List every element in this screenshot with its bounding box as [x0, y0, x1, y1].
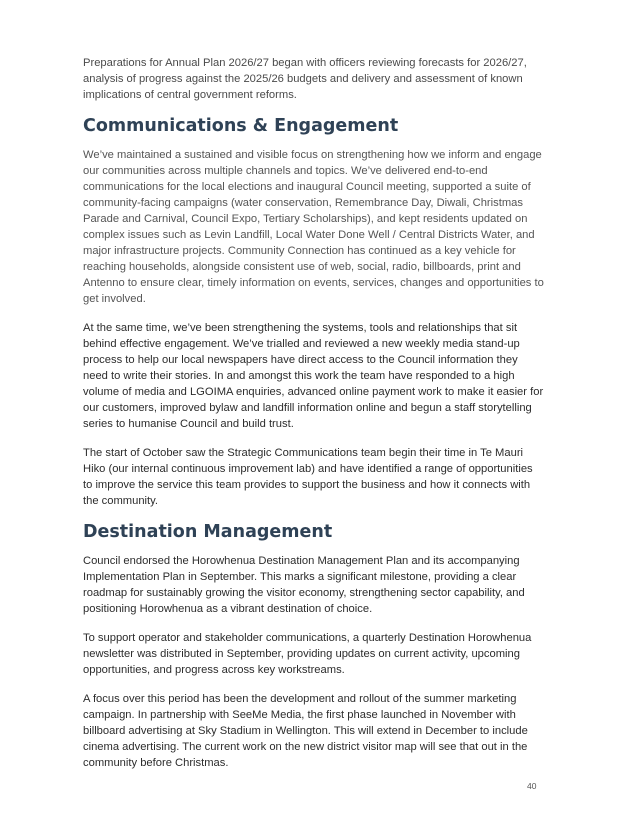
destination-paragraph-2: To support operator and stakeholder communications, a quarterly Destination Horowhenua newsletter was distributed in September, providing updates on current activity, upcoming opportunities, and progress across key workstreams.: [83, 632, 532, 676]
destination-paragraph-3: A focus over this period has been the development and rollout of the summer marketing campaign. In partnership with SeeMe Media, the first phase launched in November with billboard advertising at Sky Stadium in Wellington. This will extend in December to include cinema advertising. The current work on the new district visitor map will see that out in the community before Christmas.: [83, 693, 528, 769]
document-page: [83, 55, 545, 771]
page-number: 40: [527, 781, 537, 791]
destination-paragraph-1: Council endorsed the Horowhenua Destination Management Plan and its accompanying Implementation Plan in September. This marks a significant milestone, providing a clear roadmap for sustainably growing the visitor economy, strengthening sector capability, and positioning Horowhenua as a vibrant destination of choice.: [83, 555, 525, 615]
communications-paragraph-2: At the same time, we’ve been strengthening the systems, tools and relationships that sit behind effective engagement. We’ve trialled and reviewed a new weekly media stand-up process to help our local newspapers have direct access to the Council information they need to write their stories. In and amongst this work the team have responded to a high volume of media and LGOIMA enquiries, advanced online payment work to make it easier for our customers, improved bylaw and landfill information online and begun a staff storytelling series to humanise Council and build trust.: [83, 322, 544, 430]
communications-heading: Communications & Engagement: [83, 116, 399, 136]
destination-heading: Destination Management: [83, 522, 333, 542]
intro-paragraph: Preparations for Annual Plan 2026/27 began with officers reviewing forecasts for 2026/27, analysis of progress against the 2025/26 budgets and delivery and assessment of known implications of central government reforms.: [83, 57, 527, 101]
communications-paragraph-3: The start of October saw the Strategic Communications team begin their time in Te Mauri Hiko (our internal continuous improvement lab) and have identified a range of opportunities to improve the service this team provides to support the business and how it connects with the community.: [83, 447, 533, 507]
communications-paragraph-1: We’ve maintained a sustained and visible focus on strengthening how we inform and engage our communities across multiple channels and topics. We’ve delivered end-to-end communications for the local elections and inaugural Council meeting, supported a suite of community-facing campaigns (water conservation, Remembrance Day, Diwali, Christmas Parade and Carnival, Council Expo, Tertiary Scholarships), and kept residents updated on complex issues such as Levin Landfill, Local Water Done Well / Central Districts Water, and major infrastructure projects. Community Connection has continued as a key vehicle for reaching households, alongside consistent use of web, social, radio, billboards, print and Antenno to ensure clear, timely information on events, services, changes and opportunities to get involved.: [83, 149, 544, 305]
